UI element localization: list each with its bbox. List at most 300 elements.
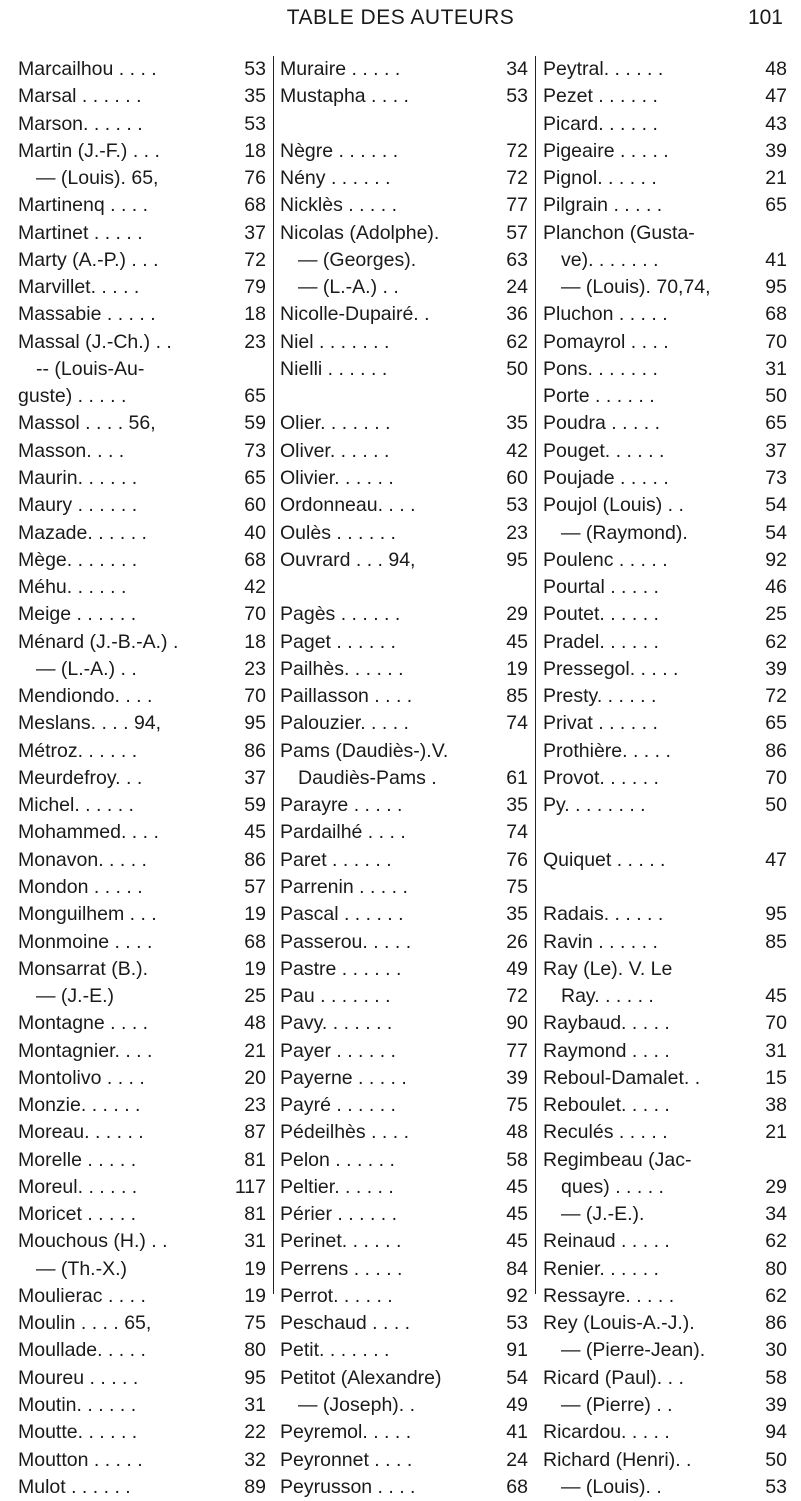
entry-name: Martinet . . . . . bbox=[18, 221, 143, 244]
index-entry bbox=[543, 165, 787, 192]
entry-name: — (Louis). 65, bbox=[36, 167, 159, 190]
index-entry bbox=[18, 656, 266, 683]
index-entry bbox=[280, 1474, 528, 1501]
index-entry bbox=[280, 410, 528, 437]
entry-name: Paget . . . . . . bbox=[280, 630, 396, 653]
index-entry bbox=[280, 929, 528, 956]
entry-name: Montolivo . . . . bbox=[18, 1066, 145, 1089]
entry-name: Pardailhé . . . . bbox=[280, 821, 406, 844]
index-entry bbox=[280, 874, 528, 901]
entry-page: 25 bbox=[244, 985, 266, 1008]
entry-name: Moureu . . . . . bbox=[18, 1366, 139, 1389]
entry-name: Masson. . . . bbox=[18, 439, 125, 462]
entry-page: 25 bbox=[765, 603, 787, 626]
entry-page: 85 bbox=[506, 685, 528, 708]
entry-page: 53 bbox=[244, 112, 266, 135]
entry-name: Payer . . . . . . bbox=[280, 1039, 396, 1062]
entry-name: Radais. . . . . . bbox=[543, 903, 664, 926]
entry-name: Peyronnet . . . . bbox=[280, 1448, 413, 1471]
index-entry bbox=[280, 1092, 528, 1119]
entry-name: Moreau. . . . . . bbox=[18, 1121, 144, 1144]
entry-page: 37 bbox=[765, 439, 787, 462]
entry-name: Marty (A.-P.) . . . bbox=[18, 248, 159, 271]
entry-name: Massol . . . . 56, bbox=[18, 412, 156, 435]
entry-page: 65 bbox=[765, 712, 787, 735]
entry-page: 95 bbox=[765, 903, 787, 926]
entry-name: Pelon . . . . . . bbox=[280, 1148, 395, 1171]
entry-name: Pédeilhès . . . . bbox=[280, 1121, 409, 1144]
entry-name: Pastre . . . . . . bbox=[280, 957, 402, 980]
entry-name: Marcailhou . . . . bbox=[18, 58, 157, 80]
index-entry bbox=[543, 765, 787, 792]
index-entry bbox=[18, 192, 266, 219]
entry-name: Perrot. . . . . . bbox=[280, 1284, 393, 1307]
entry-name: Méhu. . . . . . bbox=[18, 576, 127, 599]
index-entry bbox=[280, 465, 528, 492]
index-entry bbox=[18, 165, 266, 192]
entry-name: Moutin. . . . . . bbox=[18, 1394, 137, 1417]
entry-page: 45 bbox=[765, 985, 787, 1008]
index-entry bbox=[280, 792, 528, 819]
entry-page: 34 bbox=[765, 1203, 787, 1226]
index-entry bbox=[18, 683, 266, 710]
entry-page: 57 bbox=[506, 221, 528, 244]
index-entry bbox=[280, 601, 528, 628]
entry-page: 46 bbox=[765, 576, 787, 599]
entry-name: Pau . . . . . . . bbox=[280, 985, 391, 1008]
entry-name: Peytral. . . . . . bbox=[543, 58, 664, 80]
entry-name: Mohammed. . . . bbox=[18, 821, 159, 844]
index-entry bbox=[543, 1447, 787, 1474]
entry-page: 40 bbox=[244, 521, 266, 544]
entry-page: 72 bbox=[506, 139, 528, 162]
entry-name: Moutton . . . . . bbox=[18, 1448, 143, 1471]
entry-name: — (Th.-X.) bbox=[36, 1257, 127, 1280]
index-entry bbox=[18, 465, 266, 492]
entry-page: 95 bbox=[244, 1366, 266, 1389]
entry-page: 70 bbox=[244, 603, 266, 626]
index-entry bbox=[18, 929, 266, 956]
index-entry bbox=[280, 738, 528, 765]
entry-name: Moutte. . . . . . bbox=[18, 1421, 138, 1444]
index-entry bbox=[543, 683, 787, 710]
index-entry bbox=[543, 601, 787, 628]
entry-name: Paret . . . . . . bbox=[280, 848, 392, 871]
entry-page: 85 bbox=[765, 930, 787, 953]
index-entry bbox=[18, 601, 266, 628]
index-entry bbox=[543, 1228, 787, 1255]
entry-page: 54 bbox=[506, 1366, 528, 1389]
index-column-2 bbox=[280, 56, 528, 1501]
entry-page: 53 bbox=[506, 85, 528, 108]
entry-name: Michel. . . . . . bbox=[18, 794, 134, 817]
index-entry bbox=[543, 274, 787, 301]
entry-page: 68 bbox=[244, 194, 266, 217]
entry-page: 31 bbox=[765, 357, 787, 380]
index-entry bbox=[18, 1283, 266, 1310]
entry-page: 74 bbox=[506, 821, 528, 844]
entry-name: Reboul-Damalet. . bbox=[543, 1066, 701, 1089]
entry-name: Pomayrol . . . . bbox=[543, 330, 669, 353]
entry-page: 41 bbox=[506, 1421, 528, 1444]
index-entry bbox=[543, 111, 787, 138]
index-entry bbox=[543, 220, 787, 247]
index-entry bbox=[543, 847, 787, 874]
entry-page: 36 bbox=[506, 303, 528, 326]
index-entry bbox=[18, 138, 266, 165]
index-entry bbox=[280, 1419, 528, 1446]
index-entry bbox=[18, 301, 266, 328]
index-entry bbox=[280, 520, 528, 547]
entry-page: 62 bbox=[765, 1284, 787, 1307]
entry-page: 34 bbox=[506, 58, 528, 80]
entry-name: — (Louis). . bbox=[561, 1475, 662, 1498]
entry-name: Poulenc . . . . . bbox=[543, 548, 668, 571]
entry-page: 76 bbox=[244, 167, 266, 190]
entry-name: Nielli . . . . . . bbox=[280, 357, 388, 380]
entry-name: Raybaud. . . . . bbox=[543, 1012, 670, 1035]
entry-name: Mouchous (H.) . . bbox=[18, 1230, 168, 1253]
entry-name: Pailhès. . . . . . bbox=[280, 657, 404, 680]
entry-page: 75 bbox=[244, 1312, 266, 1335]
index-entry bbox=[280, 383, 528, 410]
index-entry bbox=[280, 492, 528, 519]
entry-name: Maury . . . . . . bbox=[18, 494, 138, 517]
entry-name: Monmoine . . . . bbox=[18, 930, 153, 953]
entry-page: 21 bbox=[765, 1121, 787, 1144]
entry-page: 77 bbox=[506, 1039, 528, 1062]
entry-page: 86 bbox=[244, 848, 266, 871]
entry-name: — (J.-E.) bbox=[36, 985, 114, 1008]
entry-name: Pascal . . . . . . bbox=[280, 903, 404, 926]
index-entry bbox=[18, 1392, 266, 1419]
index-entry bbox=[543, 1147, 787, 1174]
entry-page: 18 bbox=[244, 303, 266, 326]
entry-page: 62 bbox=[765, 1230, 787, 1253]
index-entry bbox=[18, 1419, 266, 1446]
index-entry bbox=[18, 220, 266, 247]
entry-page: 92 bbox=[506, 1284, 528, 1307]
index-column-1 bbox=[18, 56, 266, 1501]
entry-name: Pagès . . . . . . bbox=[280, 603, 401, 626]
entry-name: Poujade . . . . . bbox=[543, 466, 669, 489]
entry-name: Reculés . . . . . bbox=[543, 1121, 668, 1144]
entry-page: 21 bbox=[765, 167, 787, 190]
index-entry bbox=[280, 1010, 528, 1037]
entry-page: 39 bbox=[506, 1066, 528, 1089]
page-header-title: TABLE DES AUTEURS bbox=[286, 6, 515, 29]
index-entry bbox=[280, 683, 528, 710]
entry-page: 58 bbox=[765, 1366, 787, 1389]
entry-page: 62 bbox=[506, 330, 528, 353]
entry-name: Pluchon . . . . . bbox=[543, 303, 668, 326]
index-entry bbox=[18, 792, 266, 819]
index-entry bbox=[280, 1065, 528, 1092]
entry-page: 45 bbox=[506, 1203, 528, 1226]
entry-name: Pradel. . . . . . bbox=[543, 630, 659, 653]
entry-page: 76 bbox=[506, 848, 528, 871]
entry-name: Pavy. . . . . . . bbox=[280, 1012, 393, 1035]
entry-page: 95 bbox=[506, 548, 528, 571]
index-entry bbox=[280, 1147, 528, 1174]
entry-name: Perinet. . . . . . bbox=[280, 1230, 402, 1253]
index-entry bbox=[18, 1310, 266, 1337]
page-number: 101 bbox=[747, 6, 783, 29]
entry-page: 50 bbox=[765, 385, 787, 408]
index-column-3 bbox=[543, 56, 787, 1501]
entry-page: 31 bbox=[244, 1230, 266, 1253]
entry-name: Petit. . . . . . . bbox=[280, 1339, 390, 1362]
entry-page: 70 bbox=[765, 1012, 787, 1035]
entry-page: 92 bbox=[765, 548, 787, 571]
entry-name: Pourtal . . . . . bbox=[543, 576, 659, 599]
index-entry bbox=[18, 438, 266, 465]
index-entry bbox=[18, 520, 266, 547]
entry-name: Palouzier. . . . . bbox=[280, 712, 409, 735]
index-entry bbox=[280, 83, 528, 110]
entry-page: 89 bbox=[244, 1475, 266, 1498]
entry-name: Morelle . . . . . bbox=[18, 1148, 137, 1171]
entry-page: 75 bbox=[506, 1094, 528, 1117]
entry-page: 19 bbox=[244, 1284, 266, 1307]
index-entry bbox=[18, 738, 266, 765]
entry-page: 53 bbox=[506, 494, 528, 517]
entry-page: 45 bbox=[506, 1230, 528, 1253]
entry-page: 72 bbox=[765, 685, 787, 708]
entry-name: Renier. . . . . . bbox=[543, 1257, 659, 1280]
index-entry bbox=[280, 1310, 528, 1337]
entry-name: Pignol. . . . . . bbox=[543, 167, 657, 190]
index-entry bbox=[280, 438, 528, 465]
entry-name: Ricard (Paul). . . bbox=[543, 1366, 684, 1389]
entry-page: 68 bbox=[765, 303, 787, 326]
entry-page: 19 bbox=[244, 903, 266, 926]
entry-name: Parrenin . . . . . bbox=[280, 875, 408, 898]
index-entry bbox=[18, 1474, 266, 1501]
entry-page: 35 bbox=[506, 412, 528, 435]
entry-name: — (Georges). bbox=[298, 248, 417, 271]
entry-page: 37 bbox=[244, 221, 266, 244]
entry-name: Marsal . . . . . . bbox=[18, 85, 142, 108]
index-entry bbox=[543, 247, 787, 274]
index-entry bbox=[543, 874, 787, 901]
entry-name: Passerou. . . . . bbox=[280, 930, 412, 953]
entry-name: Privat . . . . . . bbox=[543, 712, 658, 735]
entry-name: Maurin. . . . . . bbox=[18, 466, 138, 489]
index-entry bbox=[543, 356, 787, 383]
index-entry bbox=[543, 929, 787, 956]
index-entry bbox=[543, 192, 787, 219]
index-entry bbox=[18, 574, 266, 601]
index-entry bbox=[280, 1228, 528, 1255]
entry-name: Nicklès . . . . . bbox=[280, 194, 398, 217]
index-entry bbox=[280, 956, 528, 983]
entry-page: 77 bbox=[506, 194, 528, 217]
entry-page: 35 bbox=[506, 903, 528, 926]
index-entry bbox=[18, 819, 266, 846]
entry-page: 53 bbox=[506, 1312, 528, 1335]
entry-page: 48 bbox=[244, 1012, 266, 1035]
entry-page: 68 bbox=[506, 1475, 528, 1498]
entry-name: — (J.-E.). bbox=[561, 1203, 645, 1226]
entry-page: 70 bbox=[765, 766, 787, 789]
entry-name: Poutet. . . . . . bbox=[543, 603, 659, 626]
entry-name: Ray (Le). V. Le bbox=[543, 957, 673, 980]
entry-page: 75 bbox=[506, 875, 528, 898]
index-entry bbox=[280, 220, 528, 247]
entry-name: Mondon . . . . . bbox=[18, 875, 143, 898]
entry-page: 95 bbox=[244, 712, 266, 735]
index-entry bbox=[543, 1119, 787, 1146]
entry-name: — (L.-A.) . . bbox=[36, 657, 137, 680]
index-entry bbox=[543, 410, 787, 437]
entry-page: 26 bbox=[506, 930, 528, 953]
index-entry bbox=[543, 629, 787, 656]
entry-page: 86 bbox=[244, 739, 266, 762]
entry-page: 47 bbox=[765, 85, 787, 108]
entry-page: 42 bbox=[506, 439, 528, 462]
index-entry bbox=[543, 1337, 787, 1364]
entry-page: 65 bbox=[765, 194, 787, 217]
index-entry bbox=[18, 1092, 266, 1119]
index-entry bbox=[18, 410, 266, 437]
entry-name: Quiquet . . . . . bbox=[543, 848, 666, 871]
entry-page: 19 bbox=[244, 957, 266, 980]
entry-name: Nény . . . . . . bbox=[280, 167, 391, 190]
entry-page: 53 bbox=[244, 58, 266, 80]
entry-name: — (Pierre-Jean). bbox=[561, 1339, 706, 1362]
index-entry bbox=[18, 1365, 266, 1392]
index-entry bbox=[543, 1065, 787, 1092]
entry-name: Nicolas (Adolphe). bbox=[280, 221, 440, 244]
entry-page: 86 bbox=[765, 1312, 787, 1335]
index-entry bbox=[280, 56, 528, 83]
index-entry bbox=[543, 520, 787, 547]
entry-name: Pigeaire . . . . . bbox=[543, 139, 669, 162]
entry-page: 15 bbox=[765, 1066, 787, 1089]
entry-page: 31 bbox=[244, 1394, 266, 1417]
entry-page: 50 bbox=[506, 357, 528, 380]
index-entry bbox=[18, 1065, 266, 1092]
entry-name: Olivier. . . . . . bbox=[280, 466, 394, 489]
index-entry bbox=[280, 165, 528, 192]
entry-name: Planchon (Gusta- bbox=[543, 221, 695, 244]
entry-name: Peltier. . . . . . bbox=[280, 1175, 394, 1198]
entry-page: 19 bbox=[506, 657, 528, 680]
entry-page: 70 bbox=[765, 330, 787, 353]
entry-name: Perrens . . . . . bbox=[280, 1257, 403, 1280]
index-entry bbox=[280, 329, 528, 356]
index-entry bbox=[543, 1256, 787, 1283]
entry-name: Ressayre. . . . . bbox=[543, 1284, 675, 1307]
entry-name: Nicolle-Dupairé. . bbox=[280, 303, 430, 326]
entry-page: 23 bbox=[244, 330, 266, 353]
index-entry bbox=[18, 247, 266, 274]
entry-page: 63 bbox=[506, 248, 528, 271]
index-entry bbox=[543, 465, 787, 492]
entry-page: 48 bbox=[506, 1121, 528, 1144]
index-entry bbox=[543, 792, 787, 819]
index-entry bbox=[18, 1038, 266, 1065]
entry-page: 95 bbox=[765, 276, 787, 299]
index-entry bbox=[543, 656, 787, 683]
entry-page: 18 bbox=[244, 630, 266, 653]
entry-name: Martinenq . . . . bbox=[18, 194, 149, 217]
entry-page: 79 bbox=[244, 276, 266, 299]
index-entry bbox=[280, 547, 528, 574]
index-entry bbox=[280, 983, 528, 1010]
index-entry bbox=[280, 765, 528, 792]
index-entry bbox=[18, 83, 266, 110]
entry-page: 32 bbox=[244, 1448, 266, 1471]
entry-name: Raymond . . . . bbox=[543, 1039, 670, 1062]
index-entry bbox=[18, 1201, 266, 1228]
entry-name: Moullade. . . . . bbox=[18, 1339, 146, 1362]
entry-name: Picard. . . . . . bbox=[543, 112, 658, 135]
index-entry bbox=[543, 738, 787, 765]
entry-name: Meige . . . . . . bbox=[18, 603, 137, 626]
entry-page: 87 bbox=[244, 1121, 266, 1144]
index-entry bbox=[280, 274, 528, 301]
index-entry bbox=[543, 1092, 787, 1119]
entry-name: Payerne . . . . . bbox=[280, 1066, 407, 1089]
entry-page: 18 bbox=[244, 139, 266, 162]
index-entry bbox=[280, 1174, 528, 1201]
entry-page: 50 bbox=[765, 1448, 787, 1471]
entry-page: 29 bbox=[765, 1175, 787, 1198]
entry-name: Peyremol. . . . . bbox=[280, 1421, 412, 1444]
entry-name: Ordonneau. . . . bbox=[280, 494, 416, 517]
entry-page: 35 bbox=[506, 794, 528, 817]
index-entry bbox=[280, 1119, 528, 1146]
index-entry bbox=[280, 111, 528, 138]
entry-page: 60 bbox=[506, 466, 528, 489]
entry-name: Presty. . . . . . bbox=[543, 685, 657, 708]
index-entry bbox=[280, 901, 528, 928]
entry-name: Monguilhem . . . bbox=[18, 903, 157, 926]
entry-name: Rey (Louis-A.-J.). bbox=[543, 1312, 695, 1335]
entry-page: 73 bbox=[244, 439, 266, 462]
index-entry bbox=[543, 83, 787, 110]
index-entry bbox=[543, 56, 787, 83]
entry-name: Reboulet. . . . . bbox=[543, 1094, 670, 1117]
index-entry bbox=[18, 710, 266, 737]
index-entry bbox=[543, 956, 787, 983]
entry-page: 54 bbox=[765, 521, 787, 544]
entry-name: Massal (J.-Ch.) . . bbox=[18, 330, 172, 353]
entry-page: 49 bbox=[506, 957, 528, 980]
entry-page: 48 bbox=[765, 58, 787, 80]
entry-page: 23 bbox=[506, 521, 528, 544]
index-entry bbox=[543, 329, 787, 356]
entry-page: 58 bbox=[506, 1148, 528, 1171]
entry-page: 41 bbox=[765, 248, 787, 271]
entry-name: Regimbeau (Jac- bbox=[543, 1148, 692, 1171]
entry-name: Moricet . . . . . bbox=[18, 1203, 137, 1226]
index-entry bbox=[18, 629, 266, 656]
entry-page: 19 bbox=[244, 1257, 266, 1280]
entry-page: 72 bbox=[244, 248, 266, 271]
entry-name: Peyrusson . . . . bbox=[280, 1475, 416, 1498]
entry-page: 80 bbox=[765, 1257, 787, 1280]
index-entry bbox=[18, 1119, 266, 1146]
entry-page: 50 bbox=[765, 794, 787, 817]
entry-name: — (Pierre) . . bbox=[561, 1394, 673, 1417]
entry-name: Py. . . . . . . . bbox=[543, 794, 646, 817]
entry-name: Richard (Henri). . bbox=[543, 1448, 692, 1471]
entry-page: 54 bbox=[765, 494, 787, 517]
index-entry bbox=[280, 574, 528, 601]
